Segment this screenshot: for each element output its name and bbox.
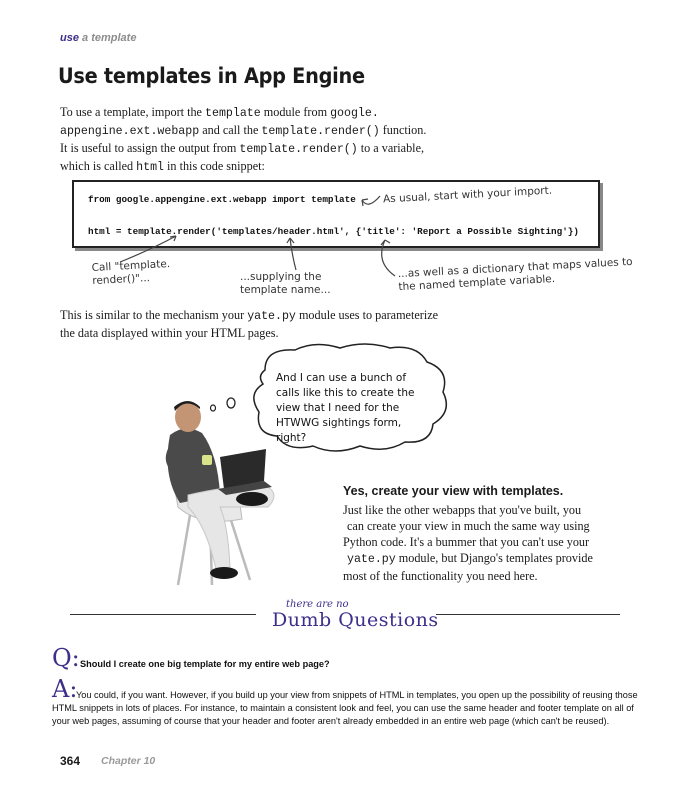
intro-text: to a variable, — [357, 141, 425, 155]
answer-text-line3: your web pages, assuming of course that your header and footer aren't already embedded in an entire web page (which can't be reused). — [52, 716, 610, 726]
mechanism-paragraph — [60, 307, 460, 341]
para2-text: This is similar to the mechanism your — [60, 308, 248, 322]
arrow-supplying — [290, 238, 296, 270]
answer-line: Python code. It's a bummer that you can't use your — [343, 535, 590, 549]
thought-bubble-text: And I can use a bunch of calls like this to create the view that I need for the HTWWG sightings form, right? — [276, 372, 415, 444]
intro-text: which is called — [60, 159, 137, 173]
intro-text: and call the — [199, 123, 262, 137]
annotation-usual: As usual, start with your import. — [382, 184, 553, 206]
answer-line: Just like the other webapps that you've built, you — [343, 503, 582, 517]
para2-text: the data displayed within your HTML pages. — [60, 326, 279, 340]
code-line-import: from google.appengine.ext.webapp import template — [88, 194, 356, 205]
dumb-questions-title: Dumb Questions — [272, 609, 439, 631]
man-with-laptop-photo — [140, 395, 300, 590]
arrow-usual-head — [362, 199, 368, 206]
intro-code: appengine.ext.webapp — [60, 125, 200, 138]
divider-left — [70, 614, 256, 615]
annotation-supplying: ...supplying the template name... — [240, 271, 331, 296]
intro-code: template.render() — [239, 143, 358, 156]
section-rest: a template — [82, 32, 137, 44]
annotation-dictionary: ...as well as a dictionary that maps values to the named template variable. — [397, 255, 633, 294]
code-line-render: html = template.render('templates/header.html', {'title': 'Report a Possible Sighting'}) — [88, 226, 579, 237]
answer-text-line1: You could, if you want. However, if you build up your view from snippets of HTML in templates, you open up the possibility of reusing those — [76, 690, 638, 700]
question-text: Should I create one big template for my entire web page? — [80, 659, 330, 669]
intro-text: module from — [260, 105, 331, 119]
answer-mark-a: A: — [52, 675, 78, 703]
annotation-arrows — [0, 0, 691, 320]
divider-right — [436, 614, 620, 615]
dumb-questions-small: there are no — [286, 599, 349, 610]
answer-paragraph — [343, 502, 603, 584]
answer-line: module, but Django's templates provide — [395, 551, 593, 565]
section-bold: use — [60, 32, 79, 44]
arrow-dict — [382, 240, 395, 276]
question-mark-q: Q: — [52, 644, 80, 672]
page-number: 364 — [60, 754, 81, 768]
intro-code: google. — [330, 107, 379, 120]
intro-code: template — [205, 107, 261, 120]
intro-text: It is useful to assign the output from — [60, 141, 240, 155]
annotation-call: Call "template. render()"... — [91, 257, 171, 288]
intro-text: To use a template, import the — [60, 105, 206, 119]
intro-text: function. — [379, 123, 427, 137]
intro-text: in this code snippet: — [164, 159, 265, 173]
answer-code: yate.py — [347, 553, 396, 566]
answer-heading: Yes, create your view with templates. — [343, 484, 564, 498]
answer-text-line2: HTML snippets in lots of places. For instance, to maintain a consistent look and feel, you can use the same header and footer template on all of — [52, 703, 634, 713]
para2-text: module uses to parameterize — [295, 308, 439, 322]
intro-code: html — [136, 161, 164, 174]
arrow-dict-head — [381, 240, 390, 245]
page-title: Use templates in App Engine — [58, 64, 365, 88]
para2-code: yate.py — [247, 310, 296, 323]
answer-line: can create your view in much the same way using — [347, 519, 590, 533]
answer-line: most of the functionality you need here. — [343, 569, 538, 583]
arrow-call — [120, 236, 176, 262]
intro-code: template.render() — [261, 125, 380, 138]
chapter-label: Chapter 10 — [101, 755, 156, 767]
